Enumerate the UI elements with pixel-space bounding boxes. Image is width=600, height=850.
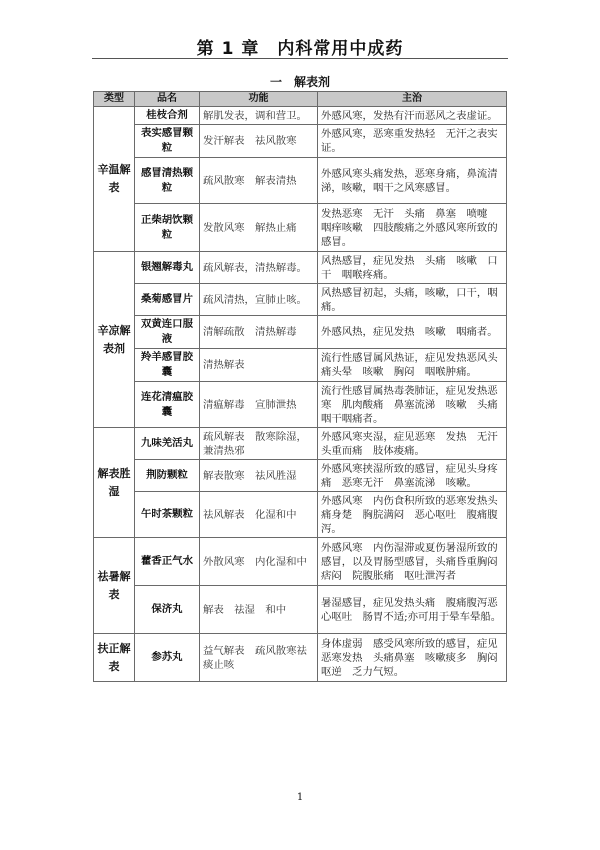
- table-row: [94, 107, 507, 125]
- medicine-function: 清解疏散 清热解毒: [200, 316, 318, 349]
- medicine-function: 疏风解表，清热解毒。: [200, 252, 318, 284]
- medicine-name: 藿香正气水: [135, 538, 200, 586]
- table-header-row: [94, 92, 507, 107]
- category-cell: 解表胜湿: [94, 428, 135, 538]
- medicine-name: 银翘解毒丸: [135, 252, 200, 284]
- medicine-indication: 外感风寒夹湿，症见恶寒 发热 无汗 头重而痛 肢体痠痛。: [318, 428, 507, 460]
- header-indication: 主治: [318, 92, 507, 107]
- medicine-indication: 外感风寒头痛发热，恶寒身痛，鼻流清涕，咳嗽，咽干之风寒感冒。: [318, 158, 507, 204]
- medicine-function: 解肌发表，调和营卫。: [200, 107, 318, 125]
- table-row: [94, 382, 507, 428]
- medicine-name: 连花清瘟胶囊: [135, 382, 200, 428]
- medicine-name: 正柴胡饮颗粒: [135, 204, 200, 252]
- table-row: [94, 428, 507, 460]
- table-row: [94, 586, 507, 634]
- medicine-indication: 流行性感冒属热毒袭肺证，症见发热恶寒 肌肉酸痛 鼻塞流涕 咳嗽 头痛 咽干咽痛者。: [318, 382, 507, 428]
- medicine-function: 祛风解表 化湿和中: [200, 492, 318, 538]
- medicine-indication: 外感风寒 内伤食积所致的恶寒发热头痛身楚 胸脘满闷 恶心呕吐 腹痛腹泻。: [318, 492, 507, 538]
- medicine-function: 疏风清热，宣肺止咳。: [200, 284, 318, 316]
- medicine-name: 羚羊感冒胶囊: [135, 349, 200, 382]
- medicine-name: 桂枝合剂: [135, 107, 200, 125]
- medicine-indication: 风热感冒初起，头痛，咳嗽，口干，咽痛。: [318, 284, 507, 316]
- medicine-function: 发汗解表 祛风散寒: [200, 125, 318, 158]
- medicine-indication: 暑湿感冒，症见发热头痛 腹痛腹泻恶心呕吐 肠胃不适;亦可用于晕车晕船。: [318, 586, 507, 634]
- medicine-function: 疏风解表 散寒除湿，兼清热邪: [200, 428, 318, 460]
- table-row: [94, 538, 507, 586]
- table-row: [94, 349, 507, 382]
- table-row: [94, 252, 507, 284]
- medicine-function: 清瘟解毒 宣肺泄热: [200, 382, 318, 428]
- header-name: 品名: [135, 92, 200, 107]
- medicine-indication: 外感风寒，恶寒重发热轻 无汗之表实证。: [318, 125, 507, 158]
- medicine-name: 九味羌活丸: [135, 428, 200, 460]
- medicine-indication: 外感风寒，发热有汗而恶风之表虚证。: [318, 107, 507, 125]
- medicine-function: 解表 祛湿 和中: [200, 586, 318, 634]
- page-number: 1: [296, 792, 304, 803]
- medicine-indication: 外感风热，症见发热 咳嗽 咽痛者。: [318, 316, 507, 349]
- medicine-name: 表实感冒颗粒: [135, 125, 200, 158]
- medicine-name: 荆防颗粒: [135, 460, 200, 492]
- chapter-title: 第 1 章 内科常用中成药: [196, 39, 404, 59]
- table-row: [94, 460, 507, 492]
- category-cell: 辛温解表: [94, 107, 135, 252]
- medicine-indication: 外感风寒挟湿所致的感冒，症见头身疼痛 恶寒无汗 鼻塞流涕 咳嗽。: [318, 460, 507, 492]
- medicine-name: 午时茶颗粒: [135, 492, 200, 538]
- medicine-name: 双黄连口服液: [135, 316, 200, 349]
- medicine-indication: 风热感冒，症见发热 头痛 咳嗽 口干 咽喉疼痛。: [318, 252, 507, 284]
- medicine-name: 桑菊感冒片: [135, 284, 200, 316]
- header-type: 类型: [94, 92, 135, 107]
- medicine-table: [93, 91, 507, 682]
- medicine-name: 参苏丸: [135, 634, 200, 682]
- table-row: [94, 158, 507, 204]
- medicine-function: 发散风寒 解热止痛: [200, 204, 318, 252]
- medicine-name: 保济丸: [135, 586, 200, 634]
- medicine-function: 清热解表: [200, 349, 318, 382]
- medicine-function: 疏风散寒 解表清热: [200, 158, 318, 204]
- medicine-indication: 外感风寒 内伤湿滞或夏伤暑湿所致的感冒，以及胃肠型感冒，头痛昏重胸闷痞闷 院腹胀痛 呕吐泄泻者: [318, 538, 507, 586]
- medicine-function: 解表散寒 祛风胜湿: [200, 460, 318, 492]
- medicine-indication: 发热恶寒 无汗 头痛 鼻塞 喷嚏 咽痒咳嗽 四肢酸痛之外感风寒所致的感冒。: [318, 204, 507, 252]
- category-cell: 祛暑解表: [94, 538, 135, 634]
- category-cell: 扶正解表: [94, 634, 135, 682]
- table-row: [94, 634, 507, 682]
- category-cell: 辛凉解表剂: [94, 252, 135, 428]
- section-title: 一 解表剂: [269, 75, 330, 89]
- table-row: [94, 492, 507, 538]
- table-row: [94, 284, 507, 316]
- medicine-indication: 身体虚弱 感受风寒所致的感冒，症见恶寒发热 头痛鼻塞 咳嗽痰多 胸闷呕逆 乏力气短。: [318, 634, 507, 682]
- medicine-indication: 流行性感冒属风热证，症见发热恶风头痛头晕 咳嗽 胸闷 咽喉肿痛。: [318, 349, 507, 382]
- medicine-function: 益气解表 疏风散寒祛痰止咳: [200, 634, 318, 682]
- table-row: [94, 204, 507, 252]
- medicine-function: 外散风寒 内化湿和中: [200, 538, 318, 586]
- medicine-name: 感冒清热颗粒: [135, 158, 200, 204]
- table-row: [94, 125, 507, 158]
- table-row: [94, 316, 507, 349]
- header-function: 功能: [200, 92, 318, 107]
- title-divider: [92, 58, 508, 59]
